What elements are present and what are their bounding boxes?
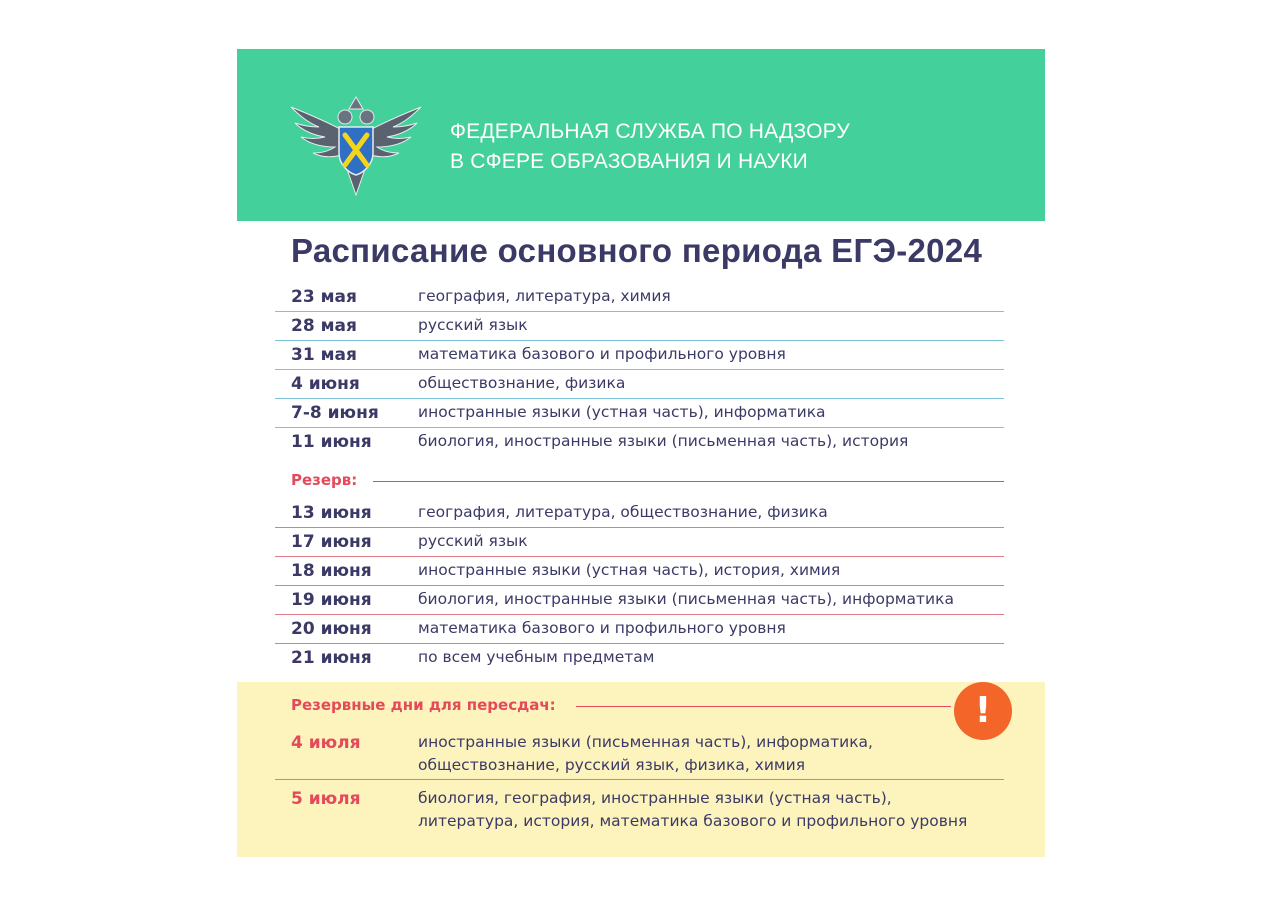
row-subjects: биология, иностранные языки (письменная часть), история xyxy=(418,432,909,450)
row-subjects: русский язык xyxy=(418,316,528,334)
row-subjects: биология, иностранные языки (письменная часть), информатика xyxy=(418,590,954,608)
row-date: 18 июня xyxy=(291,561,372,581)
organization-name xyxy=(450,117,850,177)
row-date: 11 июня xyxy=(291,432,372,452)
retake-label: Резервные дни для пересдач: xyxy=(291,696,556,714)
row-subjects: по всем учебным предметам xyxy=(418,648,655,666)
org-line-1: ФЕДЕРАЛЬНАЯ СЛУЖБА ПО НАДЗОРУ xyxy=(450,120,850,143)
org-line-2: В СФЕРЕ ОБРАЗОВАНИЯ И НАУКИ xyxy=(450,150,808,173)
retake-date: 4 июля xyxy=(291,733,361,753)
exclamation-icon: ! xyxy=(954,682,1012,740)
page-title: Расписание основного периода ЕГЭ-2024 xyxy=(291,232,983,269)
row-subjects: математика базового и профильного уровня xyxy=(418,345,786,363)
row-date: 21 июня xyxy=(291,648,372,668)
header-banner xyxy=(237,49,1045,221)
schedule-poster xyxy=(237,49,1045,857)
row-date: 31 мая xyxy=(291,345,357,365)
row-date: 19 июня xyxy=(291,590,372,610)
main-schedule-table xyxy=(275,283,1004,457)
reserve-schedule-table xyxy=(275,499,1004,673)
retake-section xyxy=(237,682,1045,857)
table-row xyxy=(275,557,1004,586)
table-row xyxy=(275,370,1004,399)
row-date: 4 июня xyxy=(291,374,360,394)
retake-date: 5 июля xyxy=(291,789,361,809)
retake-row xyxy=(275,731,1004,780)
retake-subjects xyxy=(418,731,873,777)
retake-subjects xyxy=(418,787,967,833)
retake-subjects-line: литература, история, математика базового и профильного уровня xyxy=(418,812,968,830)
retake-heading xyxy=(291,696,951,718)
row-date: 13 июня xyxy=(291,503,372,523)
row-subjects: география, литература, химия xyxy=(418,287,671,305)
table-row xyxy=(275,499,1004,528)
table-row xyxy=(275,312,1004,341)
row-subjects: иностранные языки (устная часть), информатика xyxy=(418,403,826,421)
table-row xyxy=(275,528,1004,557)
table-row xyxy=(275,586,1004,615)
reserve-label: Резерв: xyxy=(291,471,358,489)
table-row xyxy=(275,399,1004,428)
reserve-heading xyxy=(291,471,1004,493)
retake-divider xyxy=(576,706,951,707)
table-row xyxy=(275,283,1004,312)
row-subjects: русский язык xyxy=(418,532,528,550)
row-date: 20 июня xyxy=(291,619,372,639)
retake-subjects-line: иностранные языки (письменная часть), информатика, xyxy=(418,733,873,751)
row-date: 23 мая xyxy=(291,287,357,307)
row-subjects: обществознание, физика xyxy=(418,374,626,392)
row-date: 28 мая xyxy=(291,316,357,336)
reserve-divider xyxy=(373,481,1004,482)
eagle-emblem-icon xyxy=(289,95,423,197)
retake-subjects-line: обществознание, русский язык, физика, химия xyxy=(418,756,806,774)
row-date: 17 июня xyxy=(291,532,372,552)
row-subjects: математика базового и профильного уровня xyxy=(418,619,786,637)
retake-row xyxy=(275,787,1004,837)
row-date: 7-8 июня xyxy=(291,403,379,423)
table-row xyxy=(275,644,1004,673)
table-row xyxy=(275,615,1004,644)
row-subjects: география, литература, обществознание, физика xyxy=(418,503,828,521)
retake-subjects-line: биология, география, иностранные языки (устная часть), xyxy=(418,789,892,807)
table-row xyxy=(275,428,1004,457)
row-subjects: иностранные языки (устная часть), история, химия xyxy=(418,561,841,579)
table-row xyxy=(275,341,1004,370)
